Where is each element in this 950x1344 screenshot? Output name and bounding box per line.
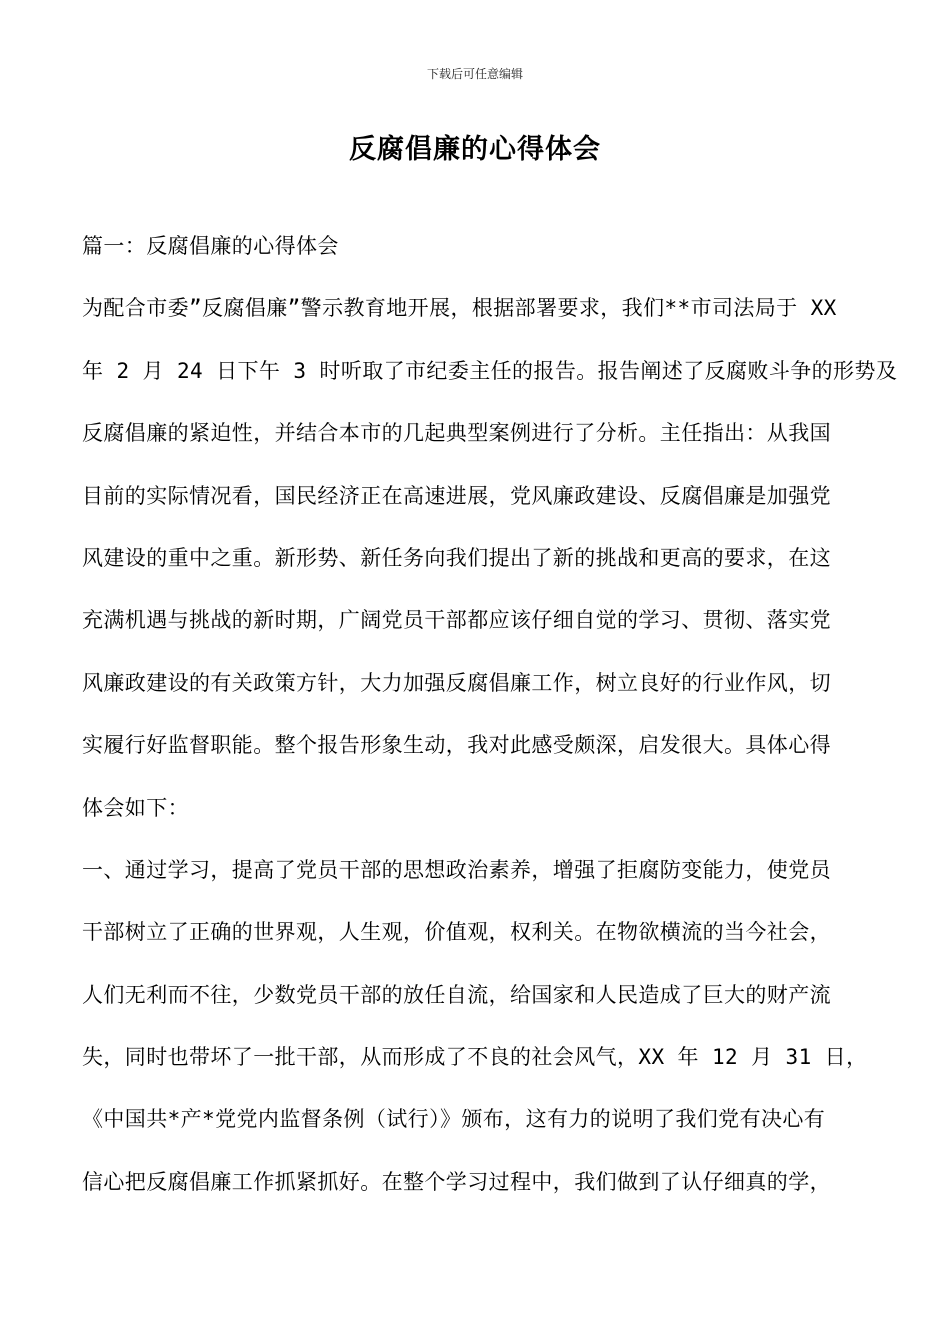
- document-body: [82, 215, 898, 1213]
- paragraph-line: 实履行好监督职能。整个报告形象生动，我对此感受颇深，启发很大。具体心得: [82, 733, 831, 758]
- paragraph-line: 目前的实际情况看，国民经济正在高速进展，党风廉政建设、反腐倡廉是加强党: [82, 483, 831, 508]
- paragraph-line: 信心把反腐倡廉工作抓紧抓好。在整个学习过程中，我们做到了认仔细真的学，: [82, 1169, 831, 1194]
- section-heading: 篇一：反腐倡廉的心得体会: [82, 234, 339, 258]
- paragraph-line: 失，同时也带坏了一批干部，从而形成了不良的社会风气，XX 年 12 月 31 日，: [82, 1045, 868, 1070]
- document-title: 反腐倡廉的心得体会: [349, 134, 601, 165]
- paragraph-line: 《中国共*产*党党内监督条例（试行）》颁布，这有力的说明了我们党有决心有: [82, 1107, 826, 1132]
- paragraph-line: 体会如下：: [82, 795, 189, 820]
- paragraph-line: 年 2 月 24 日下午 3 时听取了市纪委主任的报告。报告阐述了反腐败斗争的形势及: [82, 358, 898, 383]
- paragraph-line: 人们无利而不往，少数党员干部的放任自流，给国家和人民造成了巨大的财产流: [82, 982, 831, 1007]
- paragraph-line: 充满机遇与挑战的新时期，广阔党员干部都应该仔细自觉的学习、贯彻、落实党: [82, 608, 831, 633]
- paragraph-line: 反腐倡廉的紧迫性，并结合本市的几起典型案例进行了分析。主任指出：从我国: [82, 421, 831, 446]
- paragraph-line: 风建设的重中之重。新形势、新任务向我们提出了新的挑战和更高的要求，在这: [82, 545, 831, 570]
- paragraph-line: 为配合市委”反腐倡廉”警示教育地开展，根据部署要求，我们**市司法局于 XX: [82, 296, 837, 321]
- header-note: 下载后可任意编辑: [426, 67, 523, 81]
- paragraph-line: 风廉政建设的有关政策方针，大力加强反腐倡廉工作，树立良好的行业作风，切: [82, 670, 831, 695]
- paragraph-line: 一、通过学习，提高了党员干部的思想政治素养，增强了拒腐防变能力，使党员: [82, 857, 831, 882]
- paragraph-line: 干部树立了正确的世界观，人生观，价值观，权利关。在物欲横流的当今社会，: [82, 920, 831, 945]
